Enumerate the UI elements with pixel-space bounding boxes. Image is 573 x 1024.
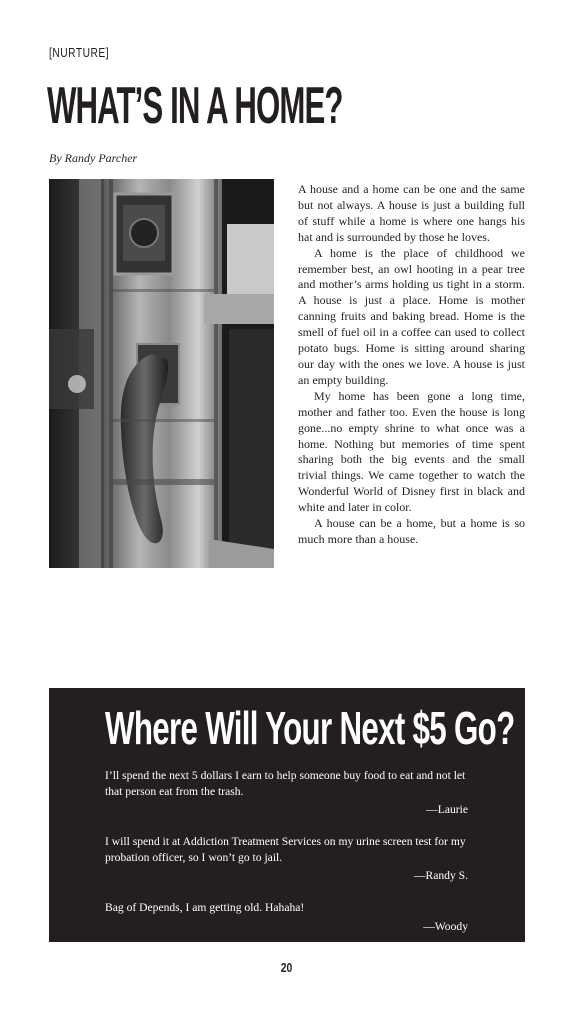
article-body xyxy=(298,182,525,548)
byline: By Randy Parcher xyxy=(49,151,138,165)
sidebar-title: Where Will Your Next $5 Go? xyxy=(105,702,515,754)
quote-text: I’ll spend the next 5 dollars I earn to help someone buy food to eat and not let that person eat from the trash. xyxy=(105,769,466,798)
article-paragraph: A house and a home can be one and the same but not always. A house is just a building full of stuff while a home is where one hangs his hat and is surrounded by those he loves. xyxy=(298,182,525,244)
article-paragraph: My home has been gone a long time, mother and father too. Even the house is long gone...no empty shrine to what once was a home. Nothing but memories of time spent sharing both the big events and the small trivial things. We came together to watch the Wonderful World of Disney first in black and white and later in color. xyxy=(298,388,525,515)
page-number: 20 xyxy=(280,960,293,975)
quote-author: —Laurie xyxy=(426,803,468,816)
door-handle-photo xyxy=(49,179,274,568)
quote-item xyxy=(105,834,468,884)
article-paragraph: A house can be a home, but a home is so much more than a house. xyxy=(298,516,525,546)
article-title: WHAT’S IN A HOME? xyxy=(47,77,343,135)
quote-text: I will spend it at Addiction Treatment Services on my urine screen test for my probation officer, so I won’t go to jail. xyxy=(105,835,466,864)
quote-author: —Randy S. xyxy=(413,869,468,882)
section-kicker: [NURTURE] xyxy=(49,46,110,60)
quote-text: Bag of Depends, I am getting old. Hahaha! xyxy=(105,901,305,914)
quote-item xyxy=(105,768,468,818)
quote-author: —Woody xyxy=(423,919,468,933)
sidebar-box xyxy=(49,688,525,942)
article-paragraph: A home is the place of childhood we remember best, an owl hooting in a pear tree and mother’s arms holding us tight in a storm. A house is just a place. Home is mother canning fruits and baking bread. Home is the smell of fuel oil in a coffee can used to collect potato bugs. Home is sitting around sharing our day with the ones we love. A house is just an empty building. xyxy=(298,245,525,387)
quote-item xyxy=(105,900,468,934)
